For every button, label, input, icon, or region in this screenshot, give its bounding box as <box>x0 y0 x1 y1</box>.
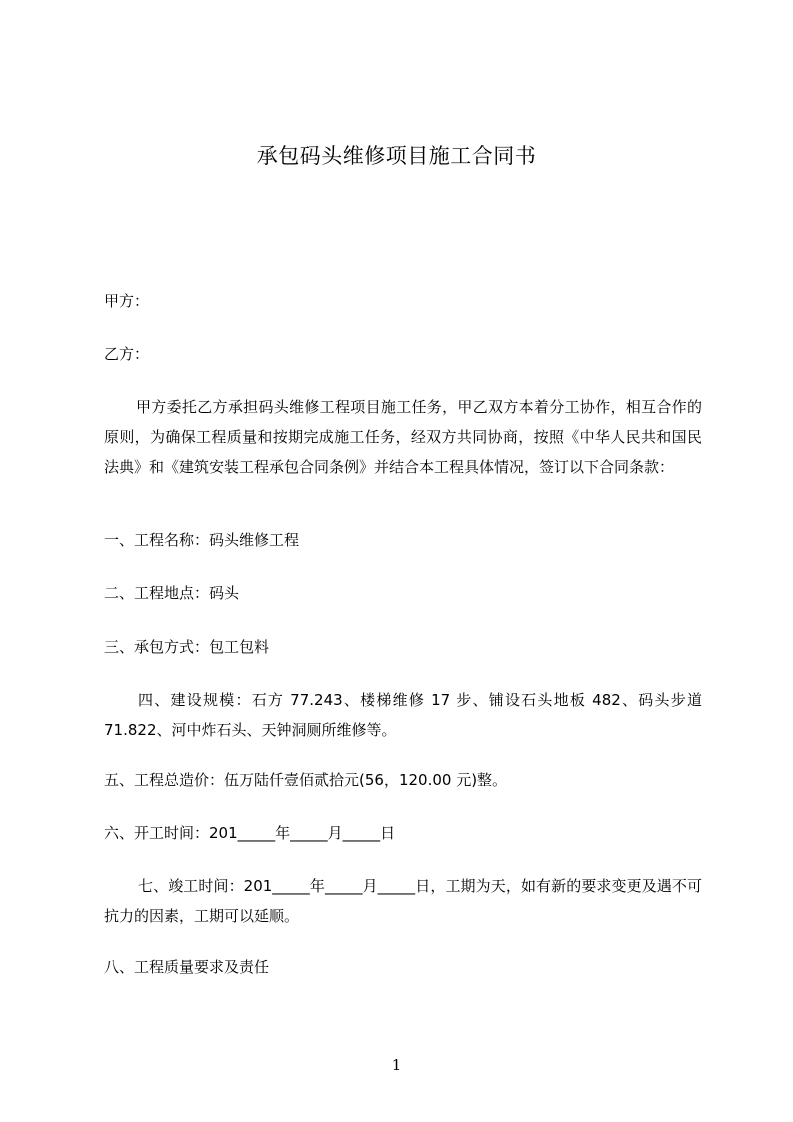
clause-project-location: 二、工程地点：码头 <box>104 584 240 602</box>
party-b-label: 乙方： <box>104 345 150 363</box>
clause-project-name: 一、工程名称：码头维修工程 <box>104 531 300 549</box>
clause-construction-scale: 四、建设规模：石方 77.243、楼梯维修 17 步、铺设石头地板 482、码头步道 71.822、河中炸石头、天钟洞厕所维修等。 <box>104 691 702 739</box>
party-a-label: 甲方： <box>104 292 150 310</box>
page-number: 1 <box>391 1056 402 1074</box>
clause-completion-date: 七、竣工时间：201_____年_____月_____日，工期为天，如有新的要求变更及遇不可抗力的因素，工期可以延顺。 <box>104 877 702 925</box>
document-title: 承包码头维修项目施工合同书 <box>256 144 537 168</box>
intro-paragraph: 甲方委托乙方承担码头维修工程项目施工任务，甲乙双方本着分工协作，相互合作的原则，为确保工程质量和按期完成施工任务，经双方共同协商，按照《中华人民共和国民法典》和《建筑安装工程承包合同条例》并结合本工程具体情况，签订以下合同条款： <box>104 398 702 476</box>
clause-quality-requirements: 八、工程质量要求及责任 <box>104 958 270 976</box>
clause-contract-method: 三、承包方式：包工包料 <box>104 638 270 656</box>
clause-total-cost: 五、工程总造价：伍万陆仟壹佰贰拾元(56，120.00 元)整。 <box>104 771 508 789</box>
clause-start-date: 六、开工时间：201_____年_____月_____日 <box>104 824 396 842</box>
